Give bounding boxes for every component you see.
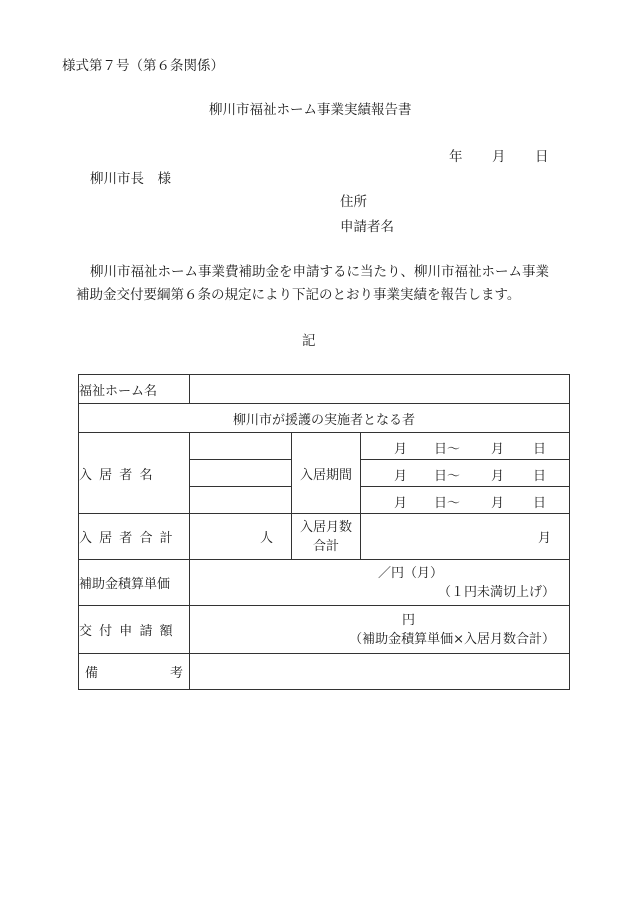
grant-amount-label: 交付申請額 bbox=[79, 606, 190, 654]
period-2-day-end: 日 bbox=[533, 469, 547, 484]
body-text-line-1: 柳川市福祉ホーム事業費補助金を申請するに当たり、柳川市福祉ホーム事業 bbox=[90, 264, 549, 280]
date-year: 年 bbox=[449, 149, 463, 165]
remarks-label bbox=[79, 654, 190, 690]
period-1-month-start: 月 bbox=[394, 442, 408, 457]
applicant-name-label: 申請者名 bbox=[340, 219, 394, 235]
ki-heading: 記 bbox=[302, 333, 316, 349]
period-row-3[interactable] bbox=[361, 487, 570, 514]
resident-name-field-1[interactable] bbox=[190, 433, 292, 460]
body-text-line-2: 補助金交付要綱第６条の規定により下記のとおり事業実績を報告します。 bbox=[76, 287, 521, 303]
period-3-month-start: 月 bbox=[394, 496, 408, 511]
period-2-day-start: 日～ bbox=[434, 469, 461, 484]
total-residents-label: 入居者合計 bbox=[79, 514, 190, 560]
period-2-month-end: 月 bbox=[491, 469, 505, 484]
months-total-field[interactable] bbox=[361, 514, 570, 560]
period-1-day-start: 日～ bbox=[434, 442, 461, 457]
grant-line-1: 円 bbox=[402, 612, 416, 628]
period-3-month-end: 月 bbox=[491, 496, 505, 511]
section-heading: 柳川市が援護の実施者となる者 bbox=[79, 404, 570, 433]
months-total-label-line-1: 入居月数 bbox=[299, 519, 352, 535]
period-2-month-start: 月 bbox=[394, 469, 408, 484]
resident-name-field-2[interactable] bbox=[190, 460, 292, 487]
report-table bbox=[78, 374, 570, 690]
home-name-label: 福祉ホーム名 bbox=[79, 375, 190, 404]
resident-name-field-3[interactable] bbox=[190, 487, 292, 514]
document-title: 柳川市福祉ホーム事業実績報告書 bbox=[209, 102, 412, 118]
unit-price-line-1: ／円（月） bbox=[378, 565, 444, 581]
total-residents-field[interactable] bbox=[190, 514, 292, 560]
addressee: 柳川市長 様 bbox=[90, 171, 171, 187]
remarks-char-2: 考 bbox=[169, 666, 183, 681]
period-1-month-end: 月 bbox=[491, 442, 505, 457]
resident-name-label: 入居者名 bbox=[79, 433, 190, 514]
person-unit: 人 bbox=[259, 531, 273, 546]
grant-line-2: （補助金積算単価×入居月数合計） bbox=[349, 631, 556, 647]
remarks-char-1: 備 bbox=[85, 666, 99, 681]
home-name-field[interactable] bbox=[190, 375, 570, 404]
months-total-label bbox=[292, 514, 361, 560]
form-number: 様式第７号（第６条関係） bbox=[62, 58, 224, 74]
period-label: 入居期間 bbox=[292, 433, 361, 514]
remarks-field[interactable] bbox=[190, 654, 570, 690]
date-day: 日 bbox=[535, 149, 549, 165]
period-3-day-end: 日 bbox=[533, 496, 547, 511]
unit-price-field[interactable] bbox=[190, 560, 570, 606]
month-unit: 月 bbox=[538, 531, 552, 546]
address-label: 住所 bbox=[340, 194, 367, 210]
period-3-day-start: 日～ bbox=[434, 496, 461, 511]
date-month: 月 bbox=[492, 149, 506, 165]
period-row-2[interactable] bbox=[361, 460, 570, 487]
months-total-label-line-2: 合計 bbox=[312, 538, 339, 554]
grant-amount-field[interactable] bbox=[190, 606, 570, 654]
unit-price-label: 補助金積算単価 bbox=[79, 560, 190, 606]
unit-price-line-2: （１円未満切上げ） bbox=[438, 584, 556, 600]
period-1-day-end: 日 bbox=[533, 442, 547, 457]
period-row-1[interactable] bbox=[361, 433, 570, 460]
